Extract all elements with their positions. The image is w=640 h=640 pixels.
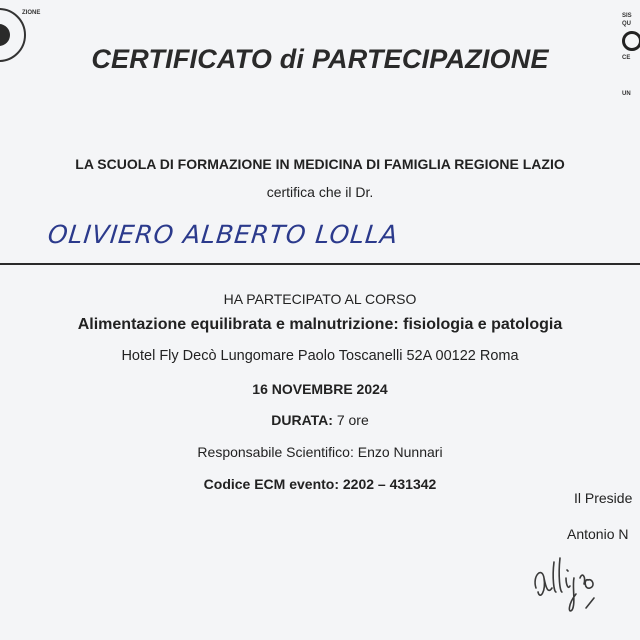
duration-value: 7 ore	[332, 412, 369, 428]
seal-text: ZIONE	[22, 10, 41, 16]
duration-label: DURATA:	[271, 412, 333, 428]
course-date: 16 NOVEMBRE 2024	[252, 381, 388, 397]
participant-name-handwritten: OLIVIERO ALBERTO LOLLA	[46, 220, 400, 249]
venue-text: Hotel Fly Decò Lungomare Paolo Toscanelli 52A 00122 Roma	[121, 348, 519, 364]
divider-line	[0, 263, 640, 265]
signatory-name: Antonio N	[567, 526, 629, 542]
duration-text	[0, 412, 640, 428]
school-name: LA SCUOLA DI FORMAZIONE IN MEDICINA DI FAMIGLIA REGIONE LAZIO	[75, 156, 565, 172]
cert-logo-text-top: SIS	[622, 13, 632, 19]
cert-logo-text-bottom: UN	[622, 91, 631, 97]
signatory-role: Il Preside	[574, 490, 633, 506]
course-title: Alimentazione equilibrata e malnutrizione: fisiologia e patologia	[77, 316, 563, 333]
seal-center-icon	[0, 24, 10, 46]
ecm-code: Codice ECM evento: 2202 – 431342	[203, 476, 437, 492]
scientific-lead: Responsabile Scientifico: Enzo Nunnari	[197, 444, 443, 460]
certificate-title: CERTIFICATO di PARTECIPAZIONE	[91, 44, 549, 74]
participated-text: HA PARTECIPATO AL CORSO	[223, 291, 417, 307]
handwritten-signature-icon	[528, 548, 624, 618]
cert-logo-text-mid: QU	[622, 21, 631, 27]
cert-logo-text-low: CE	[622, 55, 631, 61]
certifies-text: certifica che il Dr.	[266, 184, 374, 200]
